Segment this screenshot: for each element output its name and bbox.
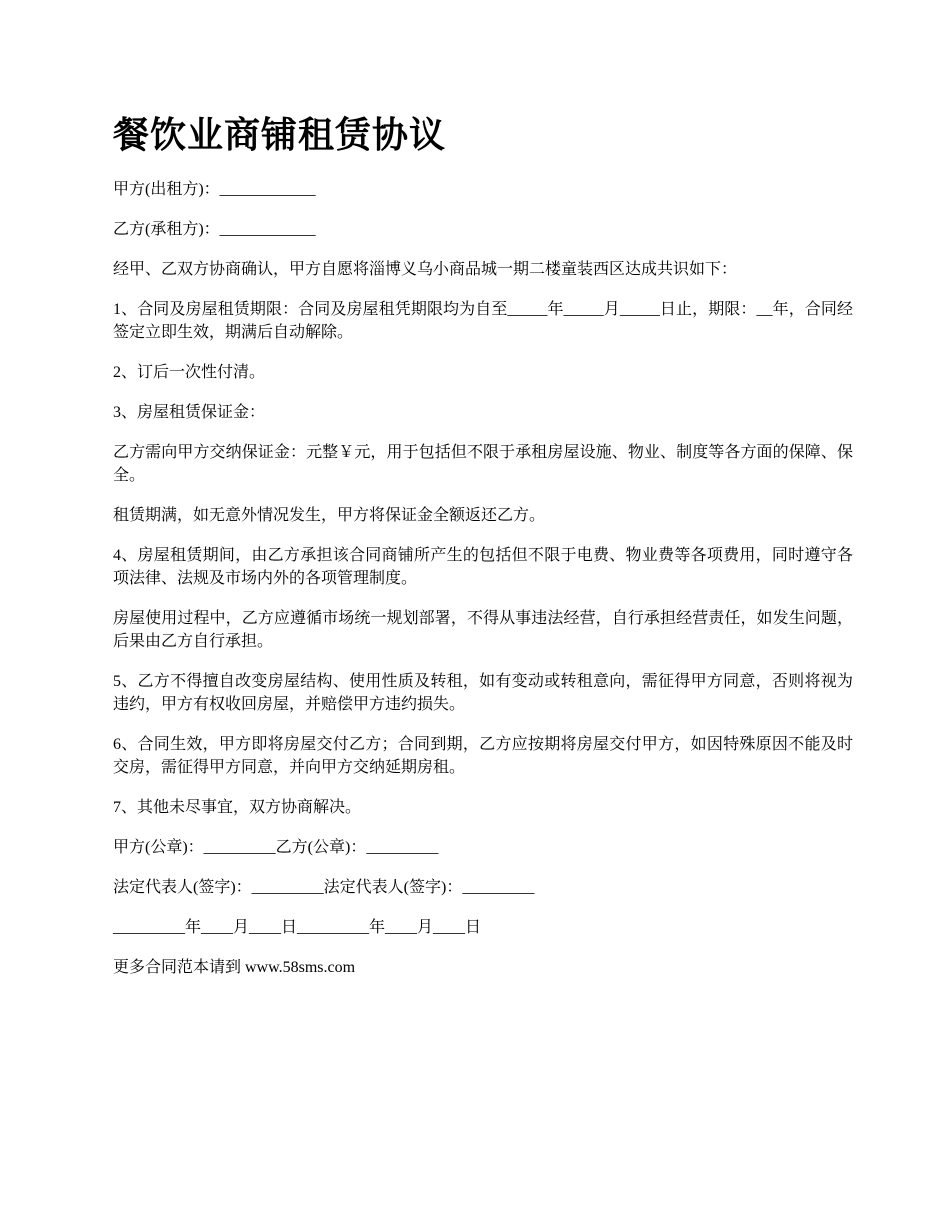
seal-line: 甲方(公章)：_________乙方(公章)：_________	[113, 839, 439, 856]
clause-3-deposit-heading: 3、房屋租赁保证金：	[113, 404, 266, 421]
clause-5-alteration: 5、乙方不得擅自改变房屋结构、使用性质及转租，如有变动或转租意向，需征得甲方同意，否则将视为违约，甲方有权收回房屋，并赔偿甲方违约损失。	[113, 673, 853, 713]
clause-6-handover: 6、合同生效，甲方即将房屋交付乙方；合同到期，乙方应按期将房屋交付甲方，如因特殊原因不能及时交房，需征得甲方同意，并向甲方交纳延期房租。	[113, 736, 853, 776]
party-b-line: 乙方(承租方)：____________	[113, 221, 316, 238]
deposit-paragraph: 乙方需向甲方交纳保证金：元整￥元，用于包括但不限于承租房屋设施、物业、制度等各方面的保障、保全。	[113, 444, 853, 484]
document-page	[113, 112, 853, 996]
intro-paragraph: 经甲、乙双方协商确认，甲方自愿将淄博义乌小商品城一期二楼童装西区达成共识如下：	[113, 261, 738, 278]
footer-note: 更多合同范本请到 www.58sms.com	[113, 959, 356, 976]
party-a-line: 甲方(出租方)：____________	[113, 181, 316, 198]
document-title: 餐饮业商铺租赁协议	[113, 115, 447, 156]
clause-4-expenses: 4、房屋租赁期间，由乙方承担该合同商铺所产生的包括但不限于电费、物业费等各项费用，同时遵守各项法律、法规及市场内外的各项管理制度。	[113, 547, 853, 587]
clause-2-payment: 2、订后一次性付清。	[113, 364, 266, 381]
date-line: _________年____月____日_________年____月____日	[113, 919, 482, 936]
signature-line: 法定代表人(签字)：_________法定代表人(签字)：_________	[113, 879, 535, 896]
deposit-return-paragraph: 租赁期满，如无意外情况发生，甲方将保证金全额返还乙方。	[113, 507, 546, 524]
clause-7-other: 7、其他未尽事宜，双方协商解决。	[113, 799, 362, 816]
clause-1-term: 1、合同及房屋租赁期限：合同及房屋租凭期限均为自至_____年_____月_____日止，期限：__年，合同经签定立即生效，期满后自动解除。	[113, 301, 853, 341]
usage-paragraph: 房屋使用过程中，乙方应遵循市场统一规划部署，不得从事违法经营，自行承担经营责任，如发生问题，后果由乙方自行承担。	[113, 610, 853, 650]
